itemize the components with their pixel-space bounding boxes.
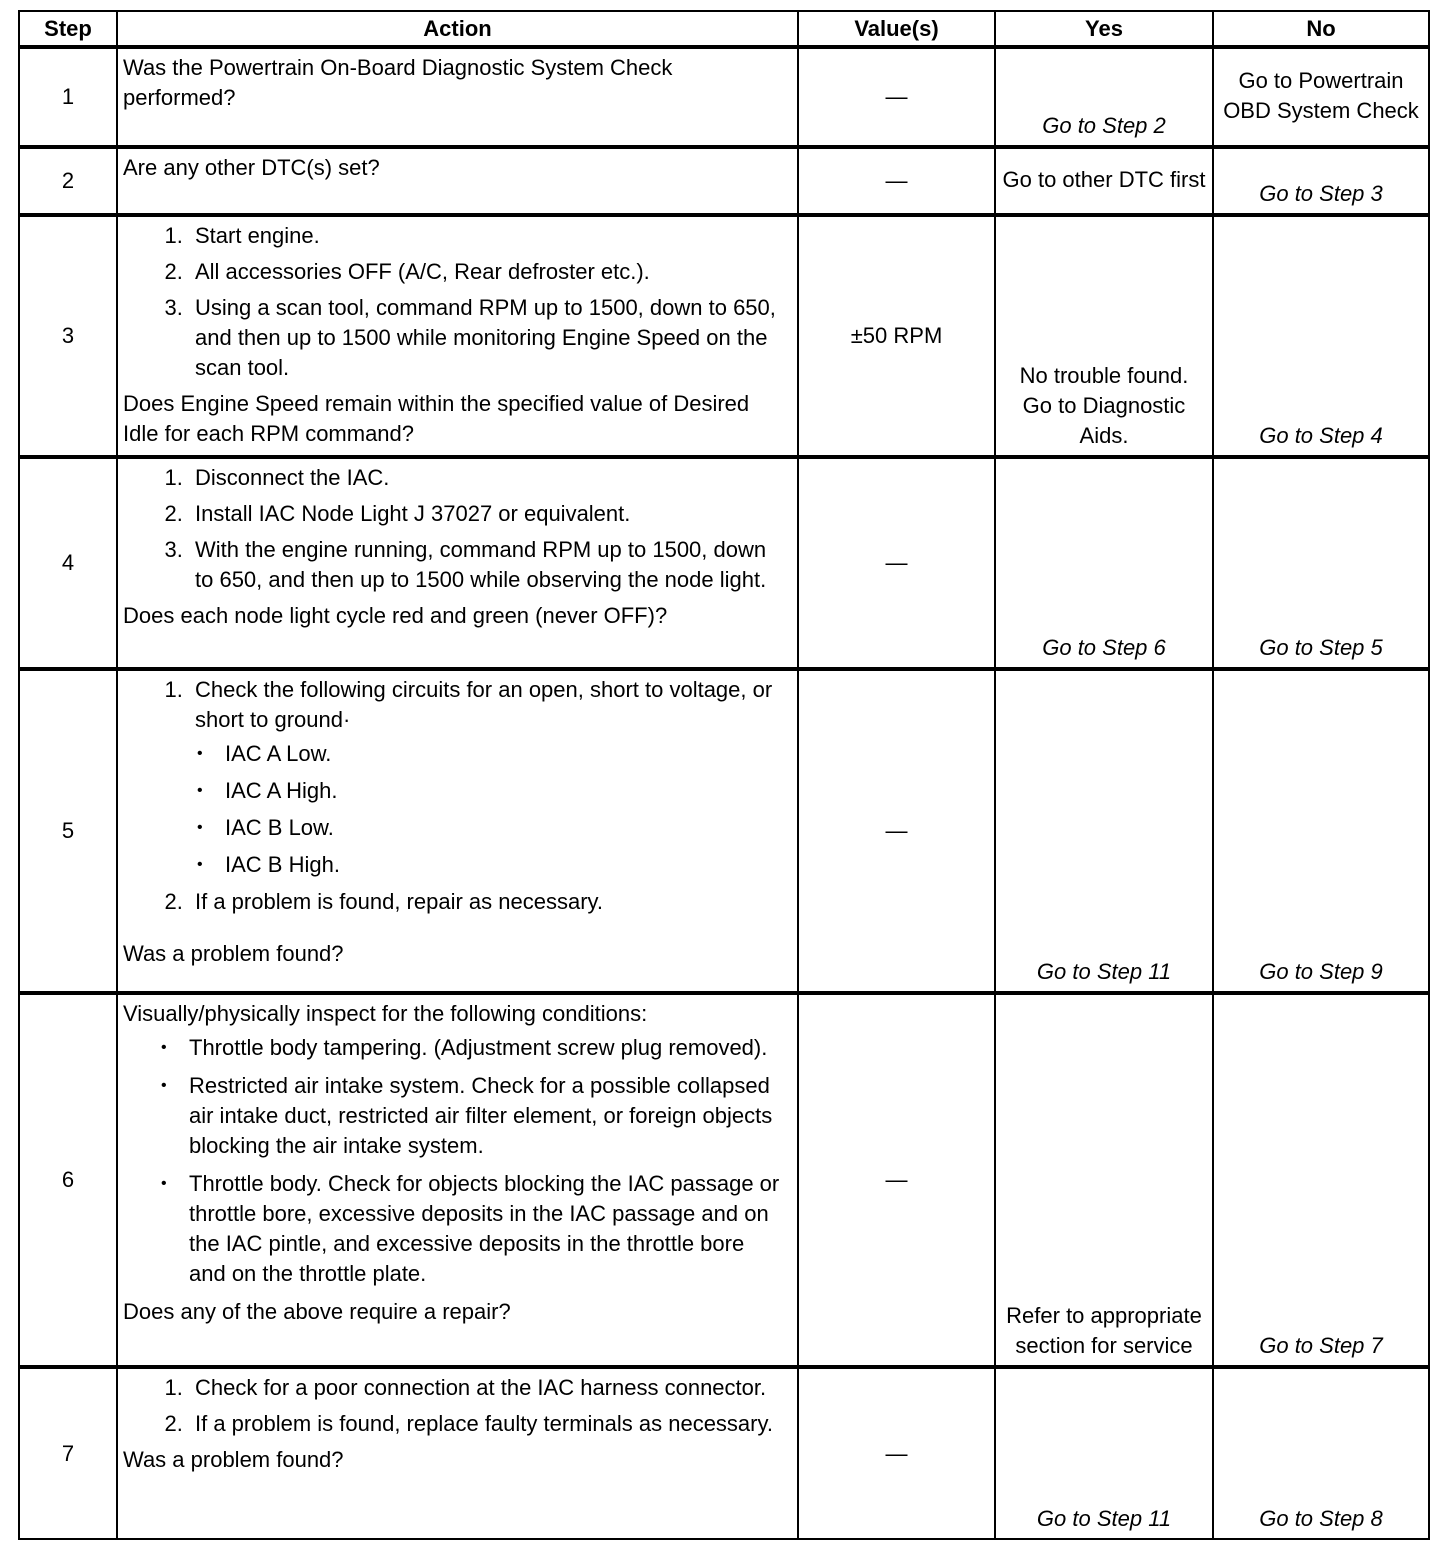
table-row xyxy=(19,993,1429,1367)
action-cell xyxy=(117,215,798,457)
value-cell: — xyxy=(798,669,995,993)
value-cell: — xyxy=(798,147,995,215)
action-step: 2. If a problem is found, repair as necessary. xyxy=(189,887,787,917)
yes-link[interactable]: Go to Step 2 xyxy=(995,47,1213,147)
yes-link[interactable]: Go to other DTC first xyxy=(995,147,1213,215)
table-row xyxy=(19,215,1429,457)
header-yes: Yes xyxy=(995,11,1213,47)
header-action: Action xyxy=(117,11,798,47)
circuit-item: • IAC A Low. xyxy=(225,739,787,769)
condition-item: • Throttle body tampering. (Adjustment screw plug removed). xyxy=(189,1033,787,1063)
action-cell xyxy=(117,993,798,1367)
table-row xyxy=(19,457,1429,669)
step-number: 3 xyxy=(19,215,117,457)
step-number: 4 xyxy=(19,457,117,669)
action-step: 2. All accessories OFF (A/C, Rear defroster etc.). xyxy=(189,257,787,287)
circuit-list xyxy=(195,739,787,880)
no-link[interactable]: Go to Step 8 xyxy=(1213,1367,1429,1539)
value-cell: ±50 RPM xyxy=(798,215,995,457)
condition-list xyxy=(123,1033,787,1289)
no-link[interactable]: Go to Step 4 xyxy=(1213,215,1429,457)
action-intro: Visually/physically inspect for the following conditions: xyxy=(123,1001,648,1026)
action-steps xyxy=(123,675,787,917)
action-cell xyxy=(117,669,798,993)
action-step: 3. With the engine running, command RPM up to 1500, down to 650, and then up to 1500 while observing the node light. xyxy=(189,535,787,595)
action-question: Was a problem found? xyxy=(123,1447,344,1472)
header-no: No xyxy=(1213,11,1429,47)
action-step: 1. Start engine. xyxy=(189,221,787,251)
action-steps xyxy=(123,221,787,383)
action-step: 2. If a problem is found, replace faulty terminals as necessary. xyxy=(189,1409,787,1439)
table-row xyxy=(19,47,1429,147)
no-link[interactable]: Go to Step 7 xyxy=(1213,993,1429,1367)
value-cell: — xyxy=(798,1367,995,1539)
table-row xyxy=(19,147,1429,215)
header-values: Value(s) xyxy=(798,11,995,47)
action-step xyxy=(189,675,787,880)
action-step: 3. Using a scan tool, command RPM up to 1500, down to 650, and then up to 1500 while monitoring Engine Speed on the scan tool. xyxy=(189,293,787,383)
action-step: 1. Check for a poor connection at the IAC harness connector. xyxy=(189,1373,787,1403)
condition-item: • Restricted air intake system. Check for a possible collapsed air intake duct, restricted air filter element, or foreign objects blocking the air intake system. xyxy=(189,1071,787,1161)
action-steps xyxy=(123,1373,787,1439)
table-row xyxy=(19,1367,1429,1539)
yes-link[interactable]: Refer to appropriate section for service xyxy=(995,993,1213,1367)
action-question: Are any other DTC(s) set? xyxy=(123,155,380,180)
header-row xyxy=(19,11,1429,47)
condition-item: • Throttle body. Check for objects blocking the IAC passage or throttle bore, excessive deposits in the IAC passage and on the IAC pintle, and excessive deposits in the throttle bore and on the throttle plate. xyxy=(189,1169,787,1289)
action-cell xyxy=(117,1367,798,1539)
action-step-text: Check the following circuits for an open, short to voltage, or short to ground· xyxy=(195,677,773,732)
action-steps xyxy=(123,463,787,595)
table-row xyxy=(19,669,1429,993)
action-cell xyxy=(117,147,798,215)
circuit-item: • IAC B High. xyxy=(225,850,787,880)
action-step: 2. Install IAC Node Light J 37027 or equivalent. xyxy=(189,499,787,529)
yes-link[interactable]: Go to Step 6 xyxy=(995,457,1213,669)
value-cell: — xyxy=(798,993,995,1367)
action-question: Does each node light cycle red and green (never OFF)? xyxy=(123,603,668,628)
step-number: 1 xyxy=(19,47,117,147)
action-cell xyxy=(117,457,798,669)
action-step: 1. Disconnect the IAC. xyxy=(189,463,787,493)
action-question: Was a problem found? xyxy=(123,941,344,966)
step-number: 2 xyxy=(19,147,117,215)
header-step: Step xyxy=(19,11,117,47)
no-link[interactable]: Go to Step 3 xyxy=(1213,147,1429,215)
no-link[interactable]: Go to Step 5 xyxy=(1213,457,1429,669)
yes-link[interactable]: Go to Step 11 xyxy=(995,1367,1213,1539)
action-question: Was the Powertrain On-Board Diagnostic System Check performed? xyxy=(123,55,673,110)
diagnostic-table xyxy=(18,10,1430,1540)
step-number: 5 xyxy=(19,669,117,993)
action-cell xyxy=(117,47,798,147)
step-number: 7 xyxy=(19,1367,117,1539)
no-link[interactable]: Go to Powertrain OBD System Check xyxy=(1213,47,1429,147)
no-link[interactable]: Go to Step 9 xyxy=(1213,669,1429,993)
step-number: 6 xyxy=(19,993,117,1367)
yes-link[interactable]: No trouble found. Go to Diagnostic Aids. xyxy=(995,215,1213,457)
circuit-item: • IAC A High. xyxy=(225,776,787,806)
circuit-item: • IAC B Low. xyxy=(225,813,787,843)
value-cell: — xyxy=(798,457,995,669)
value-cell: — xyxy=(798,47,995,147)
action-question: Does Engine Speed remain within the specified value of Desired Idle for each RPM command? xyxy=(123,391,750,446)
action-question: Does any of the above require a repair? xyxy=(123,1299,511,1324)
yes-link[interactable]: Go to Step 11 xyxy=(995,669,1213,993)
